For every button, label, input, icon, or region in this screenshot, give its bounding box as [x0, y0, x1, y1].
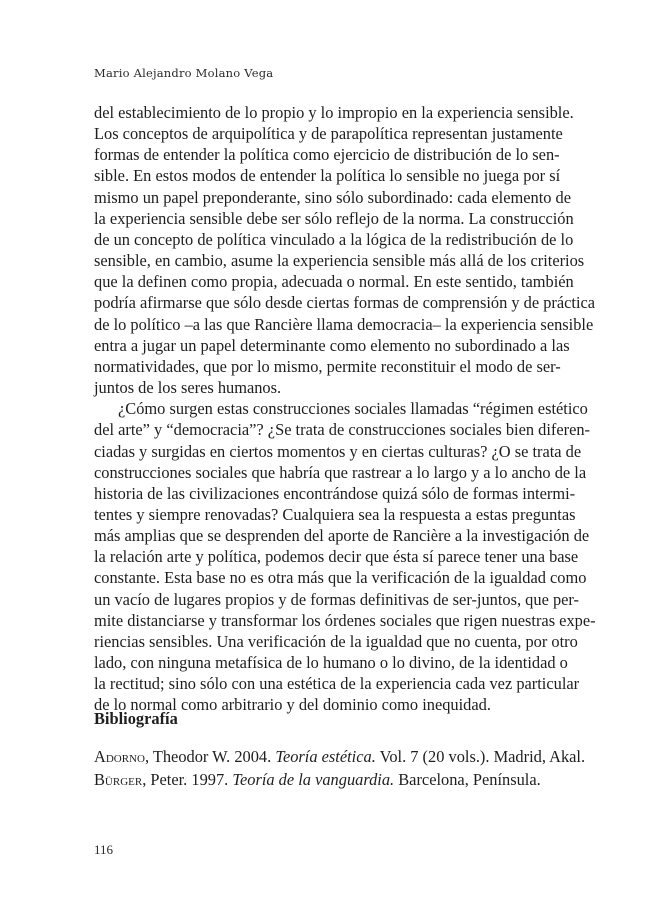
text-line: un vacío de lugares propios y de formas definitivas de ser-juntos, que per- — [94, 589, 580, 609]
author-surname: Bürger — [94, 770, 143, 789]
text-line: riencias sensibles. Una verificación de la igualdad que no cuenta, por otro — [94, 631, 578, 651]
text-line: entra a jugar un papel determinante como elemento no subordinado a las — [94, 335, 570, 355]
text-line: tentes y siempre renovadas? Cualquiera sea la respuesta a estas preguntas — [94, 504, 576, 524]
text-line: juntos de los seres humanos. — [94, 378, 282, 398]
work-title: Teoría estética. — [275, 747, 376, 766]
text-line: de lo normal como arbitrario y del dominio como inequidad. — [94, 695, 491, 715]
paragraph — [94, 102, 596, 398]
text-line: que la definen como propia, adecuada o normal. En este sentido, también — [94, 272, 574, 292]
text-line: la rectitud; sino sólo con una estética de la experiencia cada vez particular — [94, 674, 580, 694]
bibliography-entry — [94, 768, 539, 791]
publication-details: Barcelona, Península. — [394, 770, 541, 789]
text-line: del arte” y “democracia”? ¿Se trata de construcciones sociales bien diferen- — [94, 420, 591, 440]
paragraph — [94, 398, 596, 715]
publication-details: Vol. 7 (20 vols.). Madrid, Akal. — [375, 747, 586, 766]
text-line: sible. En estos modos de entender la política lo sensible no juega por sí — [94, 166, 561, 186]
text-line: más amplias que se desprenden del aporte de Rancière a la investigación de — [94, 526, 590, 546]
text-line: construcciones sociales que habría que rastrear a lo largo y a lo ancho de la — [94, 462, 587, 482]
bibliography-entry — [94, 745, 586, 768]
body-text — [94, 102, 596, 716]
text-line: constante. Esta base no es otra más que la verificación de la igualdad como — [94, 568, 587, 588]
text-line: podría afirmarse que sólo desde ciertas formas de comprensión y de práctica — [94, 293, 596, 313]
work-title: Teoría de la vanguardia. — [232, 770, 395, 789]
bibliography-list — [94, 745, 586, 791]
author-details: , Theodor W. 2004. — [144, 747, 276, 766]
text-line: la experiencia sensible debe ser sólo reflejo de la norma. La construcción — [94, 208, 574, 228]
text-line: del establecimiento de lo propio y lo impropio en la experiencia sensible. — [94, 103, 574, 122]
running-head: Mario Alejandro Molano Vega — [94, 66, 274, 80]
text-line: ¿Cómo surgen estas construcciones sociales llamadas “régimen estético — [118, 399, 588, 419]
text-line: ciadas y surgidas en ciertos momentos y en ciertas culturas? ¿O se trata de — [94, 441, 582, 461]
text-line: mismo un papel preponderante, sino sólo subordinado: cada elemento de — [94, 187, 572, 207]
text-line: historia de las civilizaciones encontrándose quizá sólo de formas intermi- — [94, 483, 576, 503]
text-line: de lo político –a las que Rancière llama democracia– la experiencia sensible — [94, 314, 594, 334]
text-line: normatividades, que por lo mismo, permite reconstituir el modo de ser- — [94, 356, 561, 376]
text-line: formas de entender la política como ejercicio de distribución de lo sen- — [94, 145, 560, 165]
text-line: Los conceptos de arquipolítica y de parapolítica representan justamente — [94, 124, 563, 144]
page-number: 116 — [94, 842, 114, 857]
text-line: mite distanciarse y transformar los órdenes sociales que rigen nuestras expe- — [94, 610, 596, 630]
text-line: la relación arte y política, podemos decir que ésta sí parece tener una base — [94, 547, 579, 567]
text-line: de un concepto de política vinculado a la lógica de la redistribución de lo — [94, 229, 574, 249]
author-surname: Adorno — [94, 747, 145, 766]
text-line: lado, con ninguna metafísica de lo humano o lo divino, de la identidad o — [94, 653, 568, 673]
bibliography-heading: Bibliografía — [94, 709, 178, 728]
text-line: sensible, en cambio, asume la experiencia sensible más allá de los criterios — [94, 251, 585, 271]
author-details: , Peter. 1997. — [142, 770, 233, 789]
